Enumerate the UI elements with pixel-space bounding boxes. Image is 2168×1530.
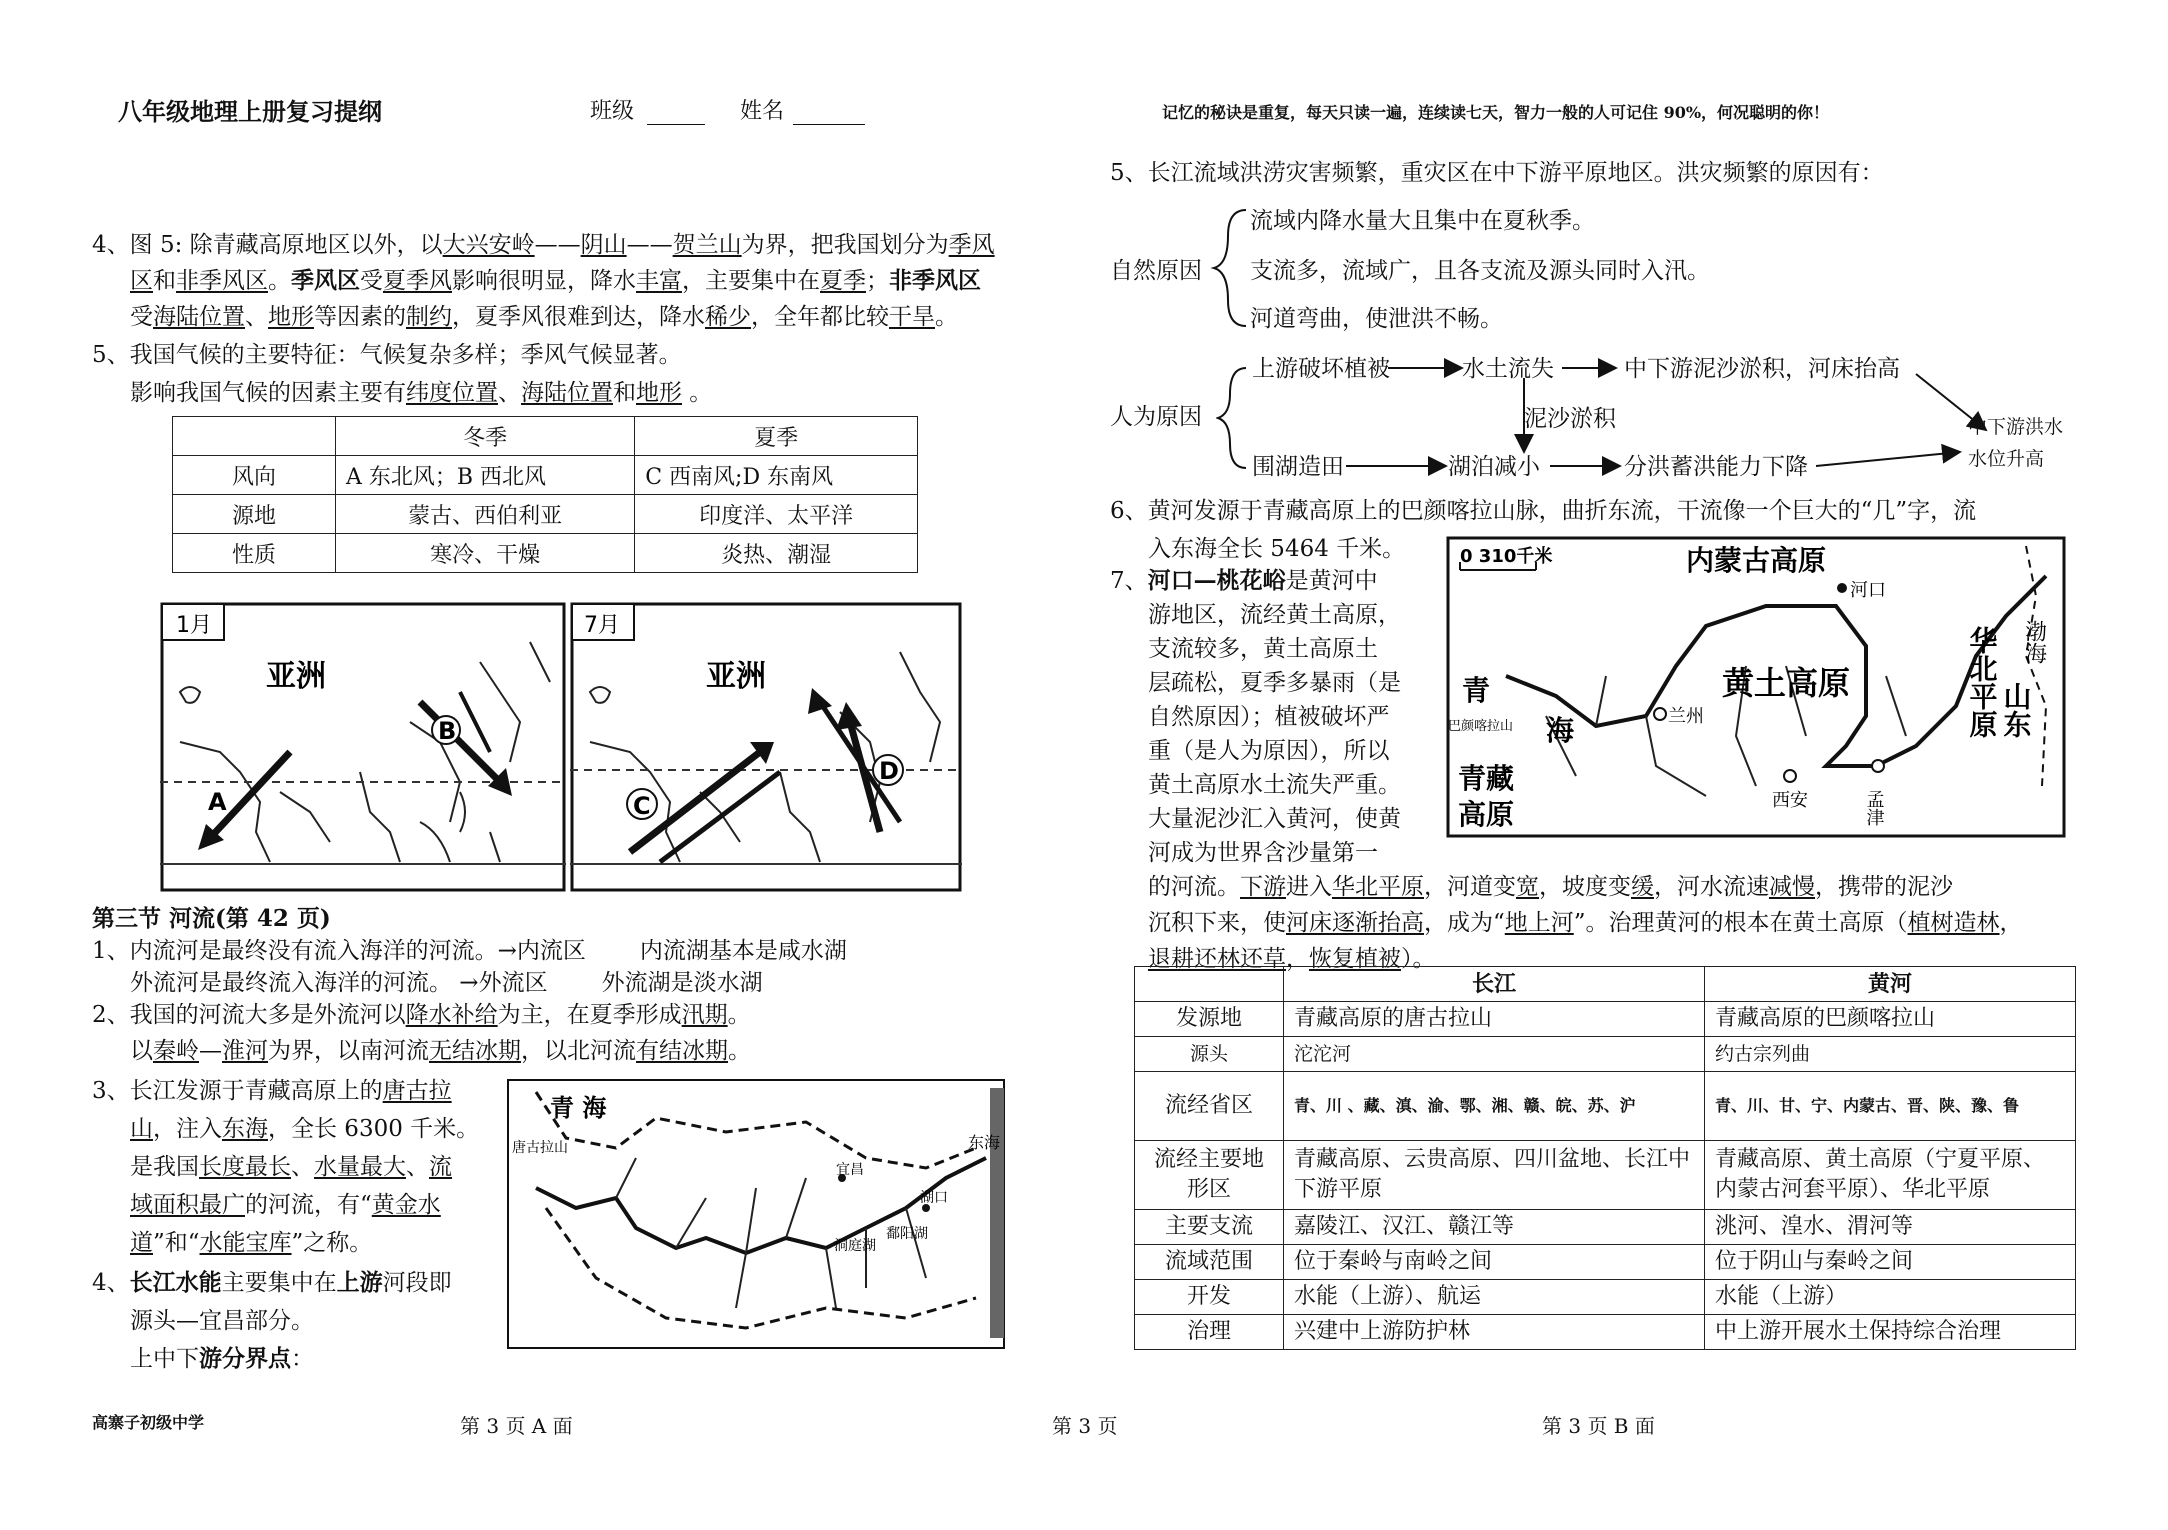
table-row: 治理 兴建中上游防护林 中上游开展水土保持综合治理 [1135,1315,2076,1350]
name-field [740,94,865,125]
hukou-label: 湖口 [920,1190,948,1206]
north-china-plain-label: 华北平原 [1965,626,1999,738]
river-line7: 是我国长度最长、水量最大、流 [130,1154,452,1180]
table-row: 开发 水能（上游）、航运 水能（上游） [1135,1280,2076,1315]
name-label: 姓名 [740,99,785,124]
item4-line3: 受海陆位置、地形等因素的制约，夏季风很难到达，降水稀少，全年都比较干旱。 [130,304,958,330]
climate-table [172,416,918,573]
item7-line3: 支流较多，黄土高原土 [1148,636,1378,662]
item7-line8: 大量泥沙汇入黄河，使黄 [1148,806,1401,832]
item7-line7: 黄土高原水土流失严重。 [1148,772,1401,798]
flow-node-reclaim: 围湖造田 [1252,454,1344,480]
item5-line1: 5、我国气候的主要特征：气候复杂多样；季风气候显著。 [92,342,682,368]
item7-line5: 自然原因）；植被破坏严 [1148,704,1390,730]
yellow-river-map [1446,536,2066,838]
human-brace [1218,368,1246,468]
class-blank [647,102,705,125]
lanzhou-dot [1654,708,1666,720]
river-line5: 3、长江发源于青藏高原上的唐古拉 [92,1078,452,1104]
table-row: 源地 蒙古、西伯利亚 印度洋、太平洋 [173,495,918,534]
donghai-label: 东海 [968,1133,1001,1152]
shandong-label: 山东 [1999,682,2033,738]
school-name: 高寨子初级中学 [92,1413,205,1432]
flow-node-water-level: 水位升高 [1968,448,2045,470]
bohai-label: 渤海 [2021,620,2047,664]
inner-mongolia-label: 内蒙古高原 [1686,544,1827,577]
item5-line2: 影响我国气候的因素主要有纬度位置、海陆位置和地形 。 [130,380,713,406]
flood-intro: 5、长江流域洪涝灾害频繁，重灾区在中下游平原地区。洪灾频繁的原因有： [1110,160,1884,186]
river-line12: 上中下游分界点： [130,1345,314,1372]
river-line9: 道”和“水能宝库”之称。 [130,1230,373,1256]
item4-line1: 4、图 5: 除青藏高原地区以外，以大兴安岭——阴山——贺兰山为界，把我国划分为季风 [92,232,995,258]
table-row: 长江 黄河 [1135,967,2076,1002]
yellow-river-line1: 6、黄河发源于青藏高原上的巴颜喀拉山脉，曲折东流，干流像一个巨大的“几”字，流 [1110,498,1977,524]
table-row: 性质 寒冷、干燥 炎热、潮湿 [173,534,918,573]
mengjin-label: 孟津 [1863,790,1885,826]
yichang-label: 宜昌 [836,1162,864,1178]
page-label: 第 3 页 [1052,1414,1118,1438]
class-field [590,94,705,125]
hekou-dot [1837,583,1847,593]
item7-line6: 重（是人为原因），所以 [1148,738,1390,764]
flow-node-lake-shrink: 湖泊减小 [1448,454,1540,480]
natural-cause-3: 河道弯曲，使泄洪不畅。 [1250,306,1503,332]
xian-label: 西安 [1772,790,1808,811]
qing-label: 青 [1462,674,1491,707]
page-a-label: 第 3 页 A 面 [460,1414,573,1438]
natural-cause-1: 流域内降水量大且集中在夏秋季。 [1250,208,1595,234]
river-line2: 外流河是最终流入海洋的河流。 →外流区 外流湖是淡水湖 [130,970,763,996]
table-row: 流经主要地形区 青藏高原、云贵高原、四川盆地、长江中下游平原 青藏高原、黄土高原（宁夏平原、内蒙古河套平原）、华北平原 [1135,1141,2076,1210]
table-row: 源头 沱沱河 约古宗列曲 [1135,1037,2076,1072]
section-title: 第三节 河流(第 42 页) [92,905,331,932]
label-b: B [438,717,457,745]
human-cause-label: 人为原因 [1110,404,1202,430]
dongting-label: 洞庭湖 [834,1238,876,1254]
map-frame [162,604,564,890]
january-monsoon-map [160,602,566,892]
hai-label: 海 [1546,714,1575,747]
label-c: C [633,792,651,820]
natural-brace [1210,206,1250,330]
loess-plateau-label: 黄土高原 [1722,664,1851,702]
qinghai-label: 青 海 [550,1094,607,1122]
table-row: 冬季 夏季 [173,417,918,456]
river-line11: 源头—宜昌部分。 [130,1308,314,1334]
table-row: 发源地 青藏高原的唐古拉山 青藏高原的巴颜喀拉山 [1135,1002,2076,1037]
poyang-label: 鄱阳湖 [886,1226,928,1242]
river-line4: 以秦岭—淮河为界，以南河流无结冰期，以北河流有结冰期。 [130,1038,751,1064]
river-line1: 1、内流河是最终没有流入海洋的河流。→内流区 内流湖基本是咸水湖 [92,938,847,964]
tibet-plateau-label-2: 高原 [1458,798,1515,831]
natural-cause-label: 自然原因 [1110,258,1202,284]
flow-node-flood-capacity: 分洪蓄洪能力下降 [1624,454,1808,480]
month-label: 1月 [176,613,212,638]
table-row: 流域范围 位于秦岭与南岭之间 位于阴山与秦岭之间 [1135,1245,2076,1280]
item7-line10: 的河流。下游进入华北平原，河道变宽，坡度变缓，河水流速减慢，携带的泥沙 [1148,874,1953,900]
month-label: 7月 [584,613,620,638]
flow-node-riverbed: 中下游泥沙淤积，河床抬高 [1624,356,1900,382]
scale-label: 0 310千米 [1460,546,1553,567]
river-line3: 2、我国的河流大多是外流河以降水补给为主，在夏季形成汛期。 [92,1002,751,1028]
flow-arrow [1816,452,1960,466]
river-line8: 域面积最广的河流，有“黄金水 [130,1192,441,1218]
lanzhou-label: 兰州 [1668,706,1704,727]
flow-node-flood: 中下游洪水 [1968,416,2064,438]
label-d: D [879,757,899,785]
river-line6: 山，注入东海，全长 6300 千米。 [130,1116,480,1142]
bayan-label: 巴颜喀拉山 [1448,719,1514,734]
july-monsoon-map [570,602,962,892]
item7-line1: 7、河口—桃花峪是黄河中 [1110,567,1378,594]
class-label: 班级 [590,99,635,124]
flow-node-soil-loss: 水土流失 [1462,356,1554,382]
item7-line12: 退耕还林还草，恢复植被）。 [1148,946,1436,972]
asia-label: 亚洲 [706,659,766,694]
motto: 记忆的秘诀是重复，每天只读一遍，连续读七天，智力一般的人可记住 90%，何况聪明的你！ [1162,103,1830,122]
yangtze-river-map [506,1078,1006,1350]
tanggula-label: 唐古拉山 [512,1140,568,1156]
table-row: 主要支流 嘉陵江、汉江、赣江等 洮河、湟水、渭河等 [1135,1210,2076,1245]
flow-node-vegetation: 上游破坏植被 [1252,356,1390,382]
doc-title: 八年级地理上册复习提纲 [118,97,382,126]
item4-line2: 区和非季风区。季风区受夏季风影响很明显，降水丰富，主要集中在夏季；非季风区 [130,267,981,294]
item7-line2: 游地区，流经黄土高原， [1148,602,1401,628]
name-blank [793,102,865,125]
page-b-label: 第 3 页 B 面 [1542,1414,1655,1438]
item7-line9: 河成为世界含沙量第一 [1148,840,1378,866]
label-a: A [208,788,227,816]
item7-line4: 层疏松，夏季多暴雨（是 [1148,670,1401,696]
sea-hatching [990,1088,1004,1338]
river-line10: 4、长江水能主要集中在上游河段即 [92,1269,452,1296]
item7-line11: 沉积下来，使河床逐渐抬高，成为“地上河”。治理黄河的根本在黄土高原（植树造林， [1148,910,2023,936]
flow-node-silt: 泥沙淤积 [1524,406,1616,432]
asia-label: 亚洲 [266,659,326,694]
table-row: 风向 A 东北风；B 西北风 C 西南风;D 东南风 [173,456,918,495]
mengjin-dot [1872,760,1884,772]
table-row: 流经省区 青、川 、藏、滇、渝、鄂、湘、赣、皖、苏、沪 青、川、甘、宁、内蒙古、晋、陕、豫、鲁 [1135,1072,2076,1141]
hekou-label: 河口 [1850,580,1886,601]
yellow-river-line2: 入东海全长 5464 千米。 [1148,536,1406,562]
river-comparison-table [1134,966,2076,1350]
xian-dot [1784,770,1796,782]
natural-cause-2: 支流多，流域广，且各支流及源头同时入汛。 [1250,258,1710,284]
tibet-plateau-label-1: 青藏 [1458,762,1515,795]
